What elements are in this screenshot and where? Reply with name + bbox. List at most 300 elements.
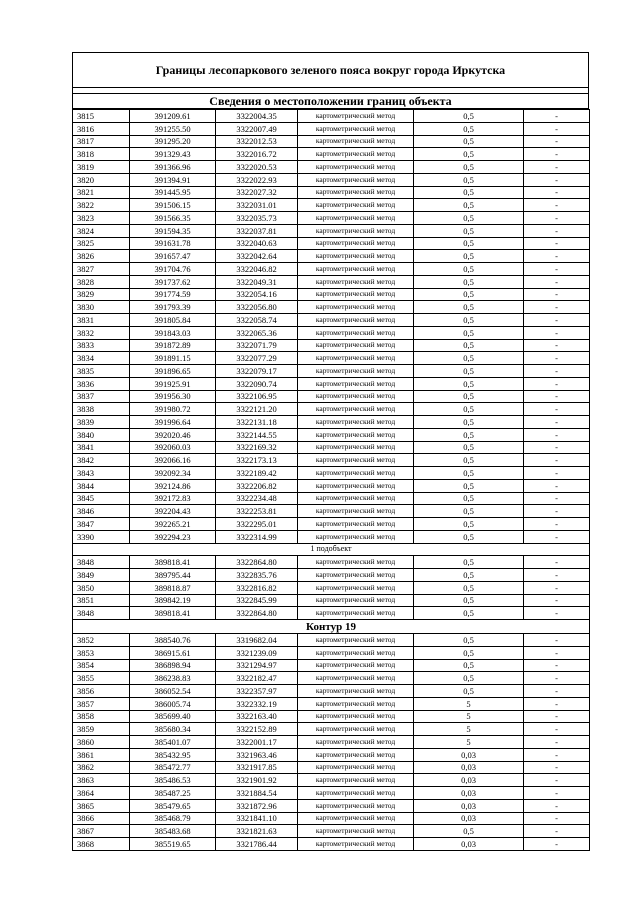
description-cell: -	[524, 492, 590, 505]
method-cell: картометрический метод	[298, 326, 414, 339]
point-number-cell: 3822	[73, 199, 130, 212]
table-row	[73, 288, 590, 301]
x-coordinate-cell: 391774.59	[130, 288, 216, 301]
table-row	[73, 110, 590, 123]
y-coordinate-cell: 3322332.19	[216, 697, 298, 710]
accuracy-cell: 0,5	[414, 581, 524, 594]
point-number-cell: 3852	[73, 634, 130, 647]
description-cell: -	[524, 825, 590, 838]
point-number-cell: 3826	[73, 250, 130, 263]
description-cell: -	[524, 569, 590, 582]
description-cell: -	[524, 659, 590, 672]
accuracy-cell: 0,5	[414, 199, 524, 212]
table-row	[73, 237, 590, 250]
x-coordinate-cell: 385432.95	[130, 748, 216, 761]
x-coordinate-cell: 392265.21	[130, 518, 216, 531]
description-cell: -	[524, 352, 590, 365]
table-row	[73, 122, 590, 135]
point-number-cell: 3833	[73, 339, 130, 352]
table-row	[73, 748, 590, 761]
method-cell: картометрический метод	[298, 774, 414, 787]
x-coordinate-cell: 385486.53	[130, 774, 216, 787]
table-row	[73, 761, 590, 774]
table-row	[73, 685, 590, 698]
x-coordinate-cell: 385680.34	[130, 723, 216, 736]
y-coordinate-cell: 3322046.82	[216, 263, 298, 276]
method-cell: картометрический метод	[298, 799, 414, 812]
method-cell: картометрический метод	[298, 416, 414, 429]
point-number-cell: 3825	[73, 237, 130, 250]
point-number-cell: 3832	[73, 326, 130, 339]
method-cell: картометрический метод	[298, 135, 414, 148]
description-cell: -	[524, 186, 590, 199]
table-row	[73, 530, 590, 543]
accuracy-cell: 0,5	[414, 301, 524, 314]
table-row	[73, 581, 590, 594]
point-number-cell: 3863	[73, 774, 130, 787]
method-cell: картометрический метод	[298, 838, 414, 851]
accuracy-cell: 0,5	[414, 403, 524, 416]
y-coordinate-cell: 3322056.80	[216, 301, 298, 314]
table-row	[73, 492, 590, 505]
x-coordinate-cell: 391872.89	[130, 339, 216, 352]
point-number-cell: 3853	[73, 646, 130, 659]
description-cell: -	[524, 173, 590, 186]
x-coordinate-cell: 391594.35	[130, 224, 216, 237]
y-coordinate-cell: 3321872.96	[216, 799, 298, 812]
accuracy-cell: 0,03	[414, 838, 524, 851]
method-cell: картометрический метод	[298, 672, 414, 685]
description-cell: -	[524, 339, 590, 352]
x-coordinate-cell: 392060.03	[130, 441, 216, 454]
point-number-cell: 3390	[73, 530, 130, 543]
method-cell: картометрический метод	[298, 556, 414, 569]
accuracy-cell: 0,5	[414, 479, 524, 492]
description-cell: -	[524, 556, 590, 569]
table-row	[73, 390, 590, 403]
method-cell: картометрический метод	[298, 581, 414, 594]
point-number-cell: 3815	[73, 110, 130, 123]
description-cell: -	[524, 723, 590, 736]
description-cell: -	[524, 212, 590, 225]
table-row	[73, 377, 590, 390]
point-number-cell: 3831	[73, 314, 130, 327]
description-cell: -	[524, 403, 590, 416]
accuracy-cell: 0,5	[414, 224, 524, 237]
description-cell: -	[524, 110, 590, 123]
y-coordinate-cell: 3321239.09	[216, 646, 298, 659]
contour-label: Контур 19	[73, 620, 590, 634]
table-row	[73, 838, 590, 851]
x-coordinate-cell: 391793.39	[130, 301, 216, 314]
point-number-cell: 3830	[73, 301, 130, 314]
point-number-cell: 3828	[73, 275, 130, 288]
method-cell: картометрический метод	[298, 634, 414, 647]
y-coordinate-cell: 3322007.49	[216, 122, 298, 135]
y-coordinate-cell: 3322144.55	[216, 428, 298, 441]
point-number-cell: 3864	[73, 787, 130, 800]
point-number-cell: 3860	[73, 736, 130, 749]
y-coordinate-cell: 3322816.82	[216, 581, 298, 594]
description-cell: -	[524, 761, 590, 774]
accuracy-cell: 0,5	[414, 212, 524, 225]
accuracy-cell: 0,5	[414, 263, 524, 276]
description-cell: -	[524, 685, 590, 698]
description-cell: -	[524, 838, 590, 851]
y-coordinate-cell: 3322182.47	[216, 672, 298, 685]
method-cell: картометрический метод	[298, 173, 414, 186]
description-cell: -	[524, 441, 590, 454]
description-cell: -	[524, 365, 590, 378]
method-cell: картометрический метод	[298, 646, 414, 659]
point-number-cell: 3868	[73, 838, 130, 851]
y-coordinate-cell: 3321841.10	[216, 812, 298, 825]
table-row	[73, 659, 590, 672]
description-cell: -	[524, 518, 590, 531]
x-coordinate-cell: 391896.65	[130, 365, 216, 378]
accuracy-cell: 0,5	[414, 377, 524, 390]
y-coordinate-cell: 3319682.04	[216, 634, 298, 647]
x-coordinate-cell: 391329.43	[130, 148, 216, 161]
x-coordinate-cell: 385519.65	[130, 838, 216, 851]
method-cell: картометрический метод	[298, 659, 414, 672]
point-number-cell: 3862	[73, 761, 130, 774]
method-cell: картометрический метод	[298, 403, 414, 416]
accuracy-cell: 0,5	[414, 634, 524, 647]
method-cell: картометрический метод	[298, 250, 414, 263]
table-row	[73, 301, 590, 314]
accuracy-cell: 0,5	[414, 454, 524, 467]
method-cell: картометрический метод	[298, 110, 414, 123]
y-coordinate-cell: 3322054.16	[216, 288, 298, 301]
method-cell: картометрический метод	[298, 314, 414, 327]
accuracy-cell: 0,5	[414, 390, 524, 403]
table-row	[73, 173, 590, 186]
x-coordinate-cell: 388540.76	[130, 634, 216, 647]
accuracy-cell: 0,5	[414, 275, 524, 288]
point-number-cell: 3817	[73, 135, 130, 148]
description-cell: -	[524, 135, 590, 148]
table-row	[73, 326, 590, 339]
x-coordinate-cell: 391209.61	[130, 110, 216, 123]
x-coordinate-cell: 391704.76	[130, 263, 216, 276]
description-cell: -	[524, 122, 590, 135]
x-coordinate-cell: 391891.15	[130, 352, 216, 365]
description-cell: -	[524, 428, 590, 441]
table-row	[73, 672, 590, 685]
y-coordinate-cell: 3322234.48	[216, 492, 298, 505]
x-coordinate-cell: 391255.50	[130, 122, 216, 135]
x-coordinate-cell: 392294.23	[130, 530, 216, 543]
y-coordinate-cell: 3322049.31	[216, 275, 298, 288]
description-cell: -	[524, 416, 590, 429]
x-coordinate-cell: 391445.95	[130, 186, 216, 199]
y-coordinate-cell: 3322163.40	[216, 710, 298, 723]
x-coordinate-cell: 391737.62	[130, 275, 216, 288]
document-title: Границы лесопаркового зеленого пояса вокруг города Иркутска	[72, 52, 589, 88]
method-cell: картометрический метод	[298, 569, 414, 582]
accuracy-cell: 0,5	[414, 173, 524, 186]
point-number-cell: 3829	[73, 288, 130, 301]
description-cell: -	[524, 594, 590, 607]
y-coordinate-cell: 3322022.93	[216, 173, 298, 186]
y-coordinate-cell: 3322077.29	[216, 352, 298, 365]
description-cell: -	[524, 479, 590, 492]
x-coordinate-cell: 391295.20	[130, 135, 216, 148]
accuracy-cell: 0,5	[414, 518, 524, 531]
section-heading: Сведения о местоположении границ объекта	[72, 94, 589, 109]
x-coordinate-cell: 385468.79	[130, 812, 216, 825]
description-cell: -	[524, 710, 590, 723]
point-number-cell: 3848	[73, 556, 130, 569]
method-cell: картометрический метод	[298, 479, 414, 492]
point-number-cell: 3855	[73, 672, 130, 685]
accuracy-cell: 0,03	[414, 799, 524, 812]
x-coordinate-cell: 392066.16	[130, 454, 216, 467]
method-cell: картометрический метод	[298, 518, 414, 531]
x-coordinate-cell: 391843.03	[130, 326, 216, 339]
accuracy-cell: 0,5	[414, 365, 524, 378]
table-row	[73, 467, 590, 480]
point-number-cell: 3843	[73, 467, 130, 480]
accuracy-cell: 0,5	[414, 288, 524, 301]
point-number-cell: 3848	[73, 607, 130, 620]
x-coordinate-cell: 389818.41	[130, 607, 216, 620]
table-row	[73, 787, 590, 800]
x-coordinate-cell: 386238.83	[130, 672, 216, 685]
x-coordinate-cell: 391566.35	[130, 212, 216, 225]
table-row	[73, 186, 590, 199]
x-coordinate-cell: 385487.25	[130, 787, 216, 800]
x-coordinate-cell: 389818.87	[130, 581, 216, 594]
y-coordinate-cell: 3322106.95	[216, 390, 298, 403]
y-coordinate-cell: 3322037.81	[216, 224, 298, 237]
point-number-cell: 3842	[73, 454, 130, 467]
accuracy-cell: 0,5	[414, 672, 524, 685]
x-coordinate-cell: 392020.46	[130, 428, 216, 441]
table-row	[73, 352, 590, 365]
x-coordinate-cell: 391805.84	[130, 314, 216, 327]
description-cell: -	[524, 275, 590, 288]
x-coordinate-cell: 391956.30	[130, 390, 216, 403]
point-number-cell: 3854	[73, 659, 130, 672]
accuracy-cell: 0,5	[414, 594, 524, 607]
point-number-cell: 3861	[73, 748, 130, 761]
x-coordinate-cell: 389842.19	[130, 594, 216, 607]
method-cell: картометрический метод	[298, 594, 414, 607]
table-row	[73, 825, 590, 838]
description-cell: -	[524, 748, 590, 761]
accuracy-cell: 0,5	[414, 646, 524, 659]
description-cell: -	[524, 812, 590, 825]
accuracy-cell: 0,5	[414, 428, 524, 441]
description-cell: -	[524, 326, 590, 339]
method-cell: картометрический метод	[298, 467, 414, 480]
method-cell: картометрический метод	[298, 237, 414, 250]
subobject-label-row	[73, 543, 590, 556]
method-cell: картометрический метод	[298, 377, 414, 390]
accuracy-cell: 0,5	[414, 607, 524, 620]
y-coordinate-cell: 3322090.74	[216, 377, 298, 390]
x-coordinate-cell: 385479.65	[130, 799, 216, 812]
method-cell: картометрический метод	[298, 390, 414, 403]
table-row	[73, 569, 590, 582]
y-coordinate-cell: 3322173.13	[216, 454, 298, 467]
table-row	[73, 441, 590, 454]
x-coordinate-cell: 391631.78	[130, 237, 216, 250]
accuracy-cell: 0,5	[414, 441, 524, 454]
point-number-cell: 3851	[73, 594, 130, 607]
table-row	[73, 812, 590, 825]
contour-label-row	[73, 620, 590, 634]
method-cell: картометрический метод	[298, 301, 414, 314]
y-coordinate-cell: 3321917.85	[216, 761, 298, 774]
y-coordinate-cell: 3322001.17	[216, 736, 298, 749]
description-cell: -	[524, 390, 590, 403]
accuracy-cell: 0,5	[414, 161, 524, 174]
method-cell: картометрический метод	[298, 505, 414, 518]
point-number-cell: 3816	[73, 122, 130, 135]
description-cell: -	[524, 505, 590, 518]
method-cell: картометрический метод	[298, 122, 414, 135]
description-cell: -	[524, 736, 590, 749]
x-coordinate-cell: 391657.47	[130, 250, 216, 263]
accuracy-cell: 0,5	[414, 685, 524, 698]
description-cell: -	[524, 377, 590, 390]
x-coordinate-cell: 391980.72	[130, 403, 216, 416]
method-cell: картометрический метод	[298, 199, 414, 212]
y-coordinate-cell: 3321884.54	[216, 787, 298, 800]
description-cell: -	[524, 199, 590, 212]
method-cell: картометрический метод	[298, 441, 414, 454]
x-coordinate-cell: 385472.77	[130, 761, 216, 774]
point-number-cell: 3834	[73, 352, 130, 365]
description-cell: -	[524, 288, 590, 301]
point-number-cell: 3821	[73, 186, 130, 199]
accuracy-cell: 0,5	[414, 339, 524, 352]
accuracy-cell: 0,03	[414, 774, 524, 787]
y-coordinate-cell: 3322835.76	[216, 569, 298, 582]
x-coordinate-cell: 392204.43	[130, 505, 216, 518]
y-coordinate-cell: 3322016.72	[216, 148, 298, 161]
accuracy-cell: 0,5	[414, 122, 524, 135]
method-cell: картометрический метод	[298, 352, 414, 365]
table-row	[73, 634, 590, 647]
y-coordinate-cell: 3321786.44	[216, 838, 298, 851]
accuracy-cell: 0,03	[414, 748, 524, 761]
point-number-cell: 3818	[73, 148, 130, 161]
x-coordinate-cell: 389795.44	[130, 569, 216, 582]
table-row	[73, 339, 590, 352]
point-number-cell: 3836	[73, 377, 130, 390]
x-coordinate-cell: 391996.64	[130, 416, 216, 429]
y-coordinate-cell: 3322845.99	[216, 594, 298, 607]
y-coordinate-cell: 3322864.80	[216, 556, 298, 569]
table-row	[73, 479, 590, 492]
table-row	[73, 263, 590, 276]
point-number-cell: 3838	[73, 403, 130, 416]
description-cell: -	[524, 263, 590, 276]
y-coordinate-cell: 3322295.01	[216, 518, 298, 531]
y-coordinate-cell: 3322012.53	[216, 135, 298, 148]
y-coordinate-cell: 3322206.82	[216, 479, 298, 492]
method-cell: картометрический метод	[298, 365, 414, 378]
table-row	[73, 275, 590, 288]
description-cell: -	[524, 530, 590, 543]
x-coordinate-cell: 385401.07	[130, 736, 216, 749]
accuracy-cell: 5	[414, 697, 524, 710]
method-cell: картометрический метод	[298, 812, 414, 825]
table-row	[73, 799, 590, 812]
x-coordinate-cell: 386052.54	[130, 685, 216, 698]
method-cell: картометрический метод	[298, 492, 414, 505]
point-number-cell: 3827	[73, 263, 130, 276]
accuracy-cell: 0,5	[414, 569, 524, 582]
y-coordinate-cell: 3322058.74	[216, 314, 298, 327]
point-number-cell: 3849	[73, 569, 130, 582]
accuracy-cell: 0,5	[414, 314, 524, 327]
table-row	[73, 161, 590, 174]
y-coordinate-cell: 3322040.63	[216, 237, 298, 250]
table-row	[73, 135, 590, 148]
method-cell: картометрический метод	[298, 748, 414, 761]
accuracy-cell: 0,5	[414, 530, 524, 543]
y-coordinate-cell: 3322152.89	[216, 723, 298, 736]
table-row	[73, 416, 590, 429]
y-coordinate-cell: 3322864.80	[216, 607, 298, 620]
table-row	[73, 646, 590, 659]
point-number-cell: 3835	[73, 365, 130, 378]
description-cell: -	[524, 697, 590, 710]
table-row	[73, 199, 590, 212]
y-coordinate-cell: 3322253.81	[216, 505, 298, 518]
point-number-cell: 3845	[73, 492, 130, 505]
description-cell: -	[524, 148, 590, 161]
x-coordinate-cell: 391925.91	[130, 377, 216, 390]
description-cell: -	[524, 224, 590, 237]
y-coordinate-cell: 3321294.97	[216, 659, 298, 672]
y-coordinate-cell: 3321901.92	[216, 774, 298, 787]
x-coordinate-cell: 392092.34	[130, 467, 216, 480]
description-cell: -	[524, 301, 590, 314]
x-coordinate-cell: 386915.61	[130, 646, 216, 659]
x-coordinate-cell: 386898.94	[130, 659, 216, 672]
accuracy-cell: 0,5	[414, 467, 524, 480]
accuracy-cell: 0,03	[414, 761, 524, 774]
y-coordinate-cell: 3322042.64	[216, 250, 298, 263]
accuracy-cell: 5	[414, 736, 524, 749]
point-number-cell: 3846	[73, 505, 130, 518]
y-coordinate-cell: 3322004.35	[216, 110, 298, 123]
table-row	[73, 723, 590, 736]
method-cell: картометрический метод	[298, 275, 414, 288]
y-coordinate-cell: 3322131.18	[216, 416, 298, 429]
table-row	[73, 505, 590, 518]
table-row	[73, 454, 590, 467]
x-coordinate-cell: 391394.91	[130, 173, 216, 186]
accuracy-cell: 0,5	[414, 492, 524, 505]
accuracy-cell: 0,5	[414, 250, 524, 263]
table-row	[73, 710, 590, 723]
y-coordinate-cell: 3322031.01	[216, 199, 298, 212]
subobject-label: 1 подобъект	[73, 543, 590, 556]
point-number-cell: 3856	[73, 685, 130, 698]
accuracy-cell: 0,5	[414, 135, 524, 148]
point-number-cell: 3837	[73, 390, 130, 403]
accuracy-cell: 0,5	[414, 416, 524, 429]
table-row	[73, 365, 590, 378]
y-coordinate-cell: 3322071.79	[216, 339, 298, 352]
